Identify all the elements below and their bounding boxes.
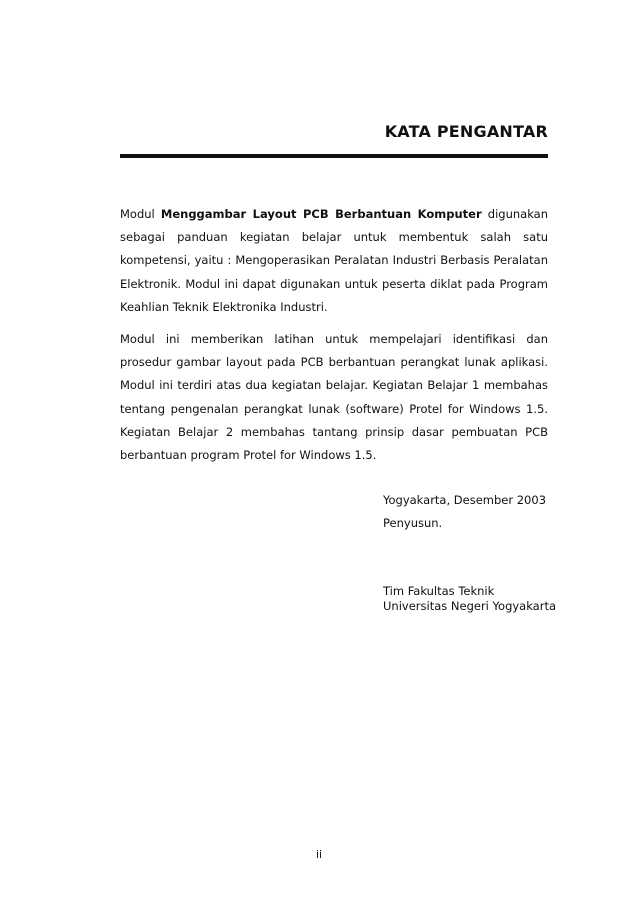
body-text: [120, 203, 548, 476]
module-title-bold: Menggambar Layout PCB Berbantuan Komputer: [160, 207, 482, 221]
paragraph-1-lead: Modul: [120, 207, 161, 221]
author-line-2: Universitas Negeri Yogyakarta: [383, 598, 557, 613]
paragraph-1: [120, 203, 548, 319]
title-divider: [120, 154, 548, 158]
signature-block: [383, 489, 556, 613]
signature-role: Penyusun.: [383, 516, 443, 530]
paragraph-1-rest: digunakan sebagai panduan kegiatan belajar untuk membentuk salah satu kompetensi, yaitu : Mengoperasikan Peralatan Industri Berbasis Peralatan Elektronik. Modul ini dapat digunakan untuk peserta diklat pada Program Keahlian Teknik Elektronika Industri.: [120, 207, 548, 314]
author: [383, 584, 556, 613]
author-line-1: Tim Fakultas Teknik: [383, 584, 495, 598]
page-number: ii: [315, 848, 323, 861]
paragraph-2: Modul ini memberikan latihan untuk mempelajari identifikasi dan prosedur gambar layout pada PCB berbantuan perangkat lunak aplikasi. Modul ini terdiri atas dua kegiatan belajar. Kegiatan Belajar 1 membahas tentang pengenalan perangkat lunak (software) Protel for Windows 1.5. Kegiatan Belajar 2 membahas tantang prinsip dasar pembuatan PCB berbantuan program Protel for Windows 1.5.: [120, 332, 548, 463]
page-title: KATA PENGANTAR: [384, 122, 548, 141]
place-date: Yogyakarta, Desember 2003: [383, 493, 547, 507]
